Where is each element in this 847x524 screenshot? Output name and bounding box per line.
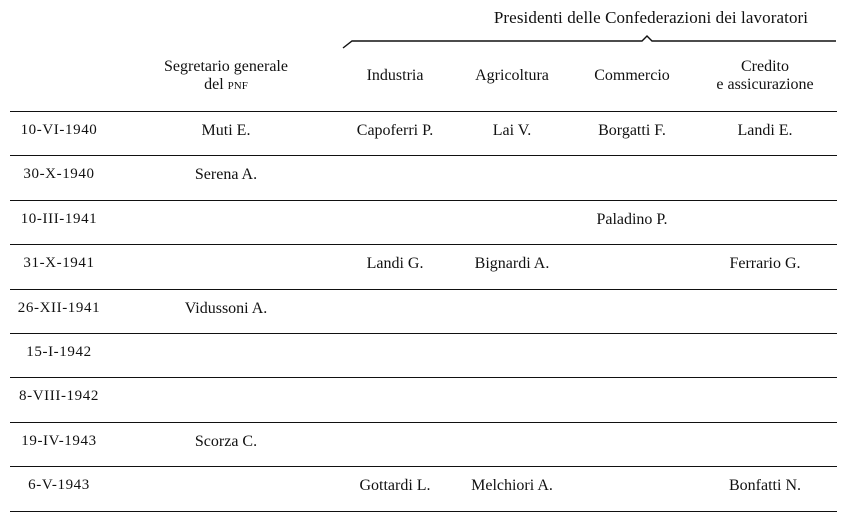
cell-credito: Bonfatti N.	[729, 477, 801, 494]
column-header-credito-line2: e assicurazione	[716, 76, 814, 93]
column-header-segretario-line2	[146, 76, 306, 94]
column-header-segretario-line1: Segretario generale	[164, 58, 288, 75]
table-rule	[10, 244, 837, 245]
cell-agricoltura: Bignardi A.	[474, 255, 550, 272]
cell-segretario: Vidussoni A.	[184, 300, 268, 317]
row-date: 30-X-1940	[23, 166, 95, 182]
cell-industria: Capoferri P.	[356, 122, 434, 139]
cell-agricoltura: Melchiori A.	[471, 477, 553, 494]
column-header-segretario-prefix: del	[204, 76, 228, 93]
column-header-industria: Industria	[366, 67, 424, 84]
table-rule	[10, 200, 837, 201]
group-brace	[340, 28, 840, 50]
column-header-agricoltura: Agricoltura	[475, 67, 549, 84]
row-date: 15-I-1942	[26, 344, 92, 360]
row-date: 10-III-1941	[20, 211, 98, 227]
table-rule	[10, 422, 837, 423]
cell-industria: Gottardi L.	[359, 477, 431, 494]
table-rule	[10, 111, 837, 112]
table-rule	[10, 511, 837, 512]
row-date: 19-IV-1943	[21, 433, 97, 449]
cell-segretario: Scorza C.	[194, 433, 258, 450]
column-header-credito-line1: Credito	[741, 58, 789, 75]
column-header-segretario-abbr: pnf	[227, 76, 248, 93]
table-rule	[10, 377, 837, 378]
column-header-segretario	[146, 58, 306, 94]
cell-credito: Ferrario G.	[729, 255, 801, 272]
column-header-credito	[700, 58, 830, 94]
column-header-commercio: Commercio	[594, 67, 670, 84]
table-rule	[10, 466, 837, 467]
group-title: Presidenti delle Confederazioni dei lavoratori	[493, 8, 809, 27]
row-date: 8-VIII-1942	[19, 388, 99, 404]
row-date: 10-VI-1940	[20, 122, 98, 138]
table-rule	[10, 289, 837, 290]
row-date: 26-XII-1941	[17, 300, 101, 316]
cell-industria: Landi G.	[366, 255, 424, 272]
cell-commercio: Borgatti F.	[598, 122, 666, 139]
cell-commercio: Paladino P.	[596, 211, 668, 228]
cell-agricoltura: Lai V.	[492, 122, 532, 139]
row-date: 31-X-1941	[23, 255, 95, 271]
table-rule	[10, 333, 837, 334]
cell-credito: Landi E.	[737, 122, 793, 139]
cell-segretario: Serena A.	[194, 166, 258, 183]
table-rule	[10, 155, 837, 156]
row-date: 6-V-1943	[28, 477, 90, 493]
cell-segretario: Muti E.	[201, 122, 251, 139]
